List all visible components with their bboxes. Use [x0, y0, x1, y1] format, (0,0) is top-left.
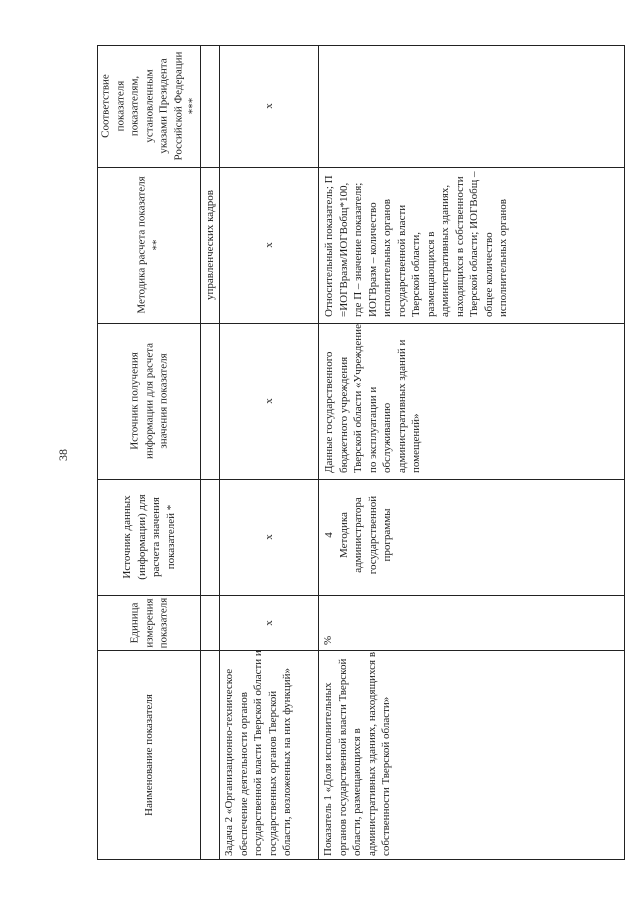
header-data-source: Источник данных (информации) для расчета значения показателей *: [120, 494, 176, 580]
header-unit: Единица измерения показателя: [127, 597, 169, 648]
task-method: х: [262, 242, 275, 248]
data-source-number: 4: [323, 532, 335, 538]
page-number: 38: [56, 449, 70, 461]
indicator-compliance: [318, 45, 625, 167]
task-data-source: х: [262, 534, 275, 540]
task-info-source: х: [262, 398, 275, 404]
data-source-text: Методика администратора государственной программы: [337, 495, 393, 575]
header-compliance: Соответствие показателя показателям, установленным указами Президента Российской Федерации ***: [98, 51, 198, 161]
indicator-data-source: [318, 479, 625, 595]
indicator-method: Относительный показатель; П =ИОГВразм/ИОГВобщ*100, где П – значение показателя; ИОГВразм – количество исполнительных органов государственной власти Тверской области, размещающихся в административных зданиях, находящихся в собственности Тверской области; ИОГВобщ – общее количество исполнительных органов: [323, 171, 509, 317]
header-info-source: Источник получения информации для расчета значения показателя: [127, 342, 169, 460]
method-overflow: управленческих кадров: [203, 190, 216, 300]
task-name: Задача 2 «Организационно-техническое обеспечение деятельности органов государственной власти Тверской области и государственных органов Тверской области, возложенных на них функций»: [223, 650, 293, 856]
header-name: Наименование показателя: [142, 694, 155, 816]
indicator-table: [97, 45, 625, 860]
task-unit: х: [262, 619, 275, 626]
header-method: Методика расчета показателя **: [135, 176, 162, 314]
task-compliance: х: [262, 103, 275, 109]
indicator-name: Показатель 1 «Доля исполнительных органов государственной власти Тверской области, размещающихся в административных зданиях, находящихся в собственности Тверской области»: [322, 651, 392, 856]
indicator-unit: %: [322, 635, 334, 645]
indicator-info-source: Данные государственного бюджетного учреждения Тверской области «Учреждение по эксплуатации и обслуживанию административных зданий и помещений»: [323, 324, 422, 473]
